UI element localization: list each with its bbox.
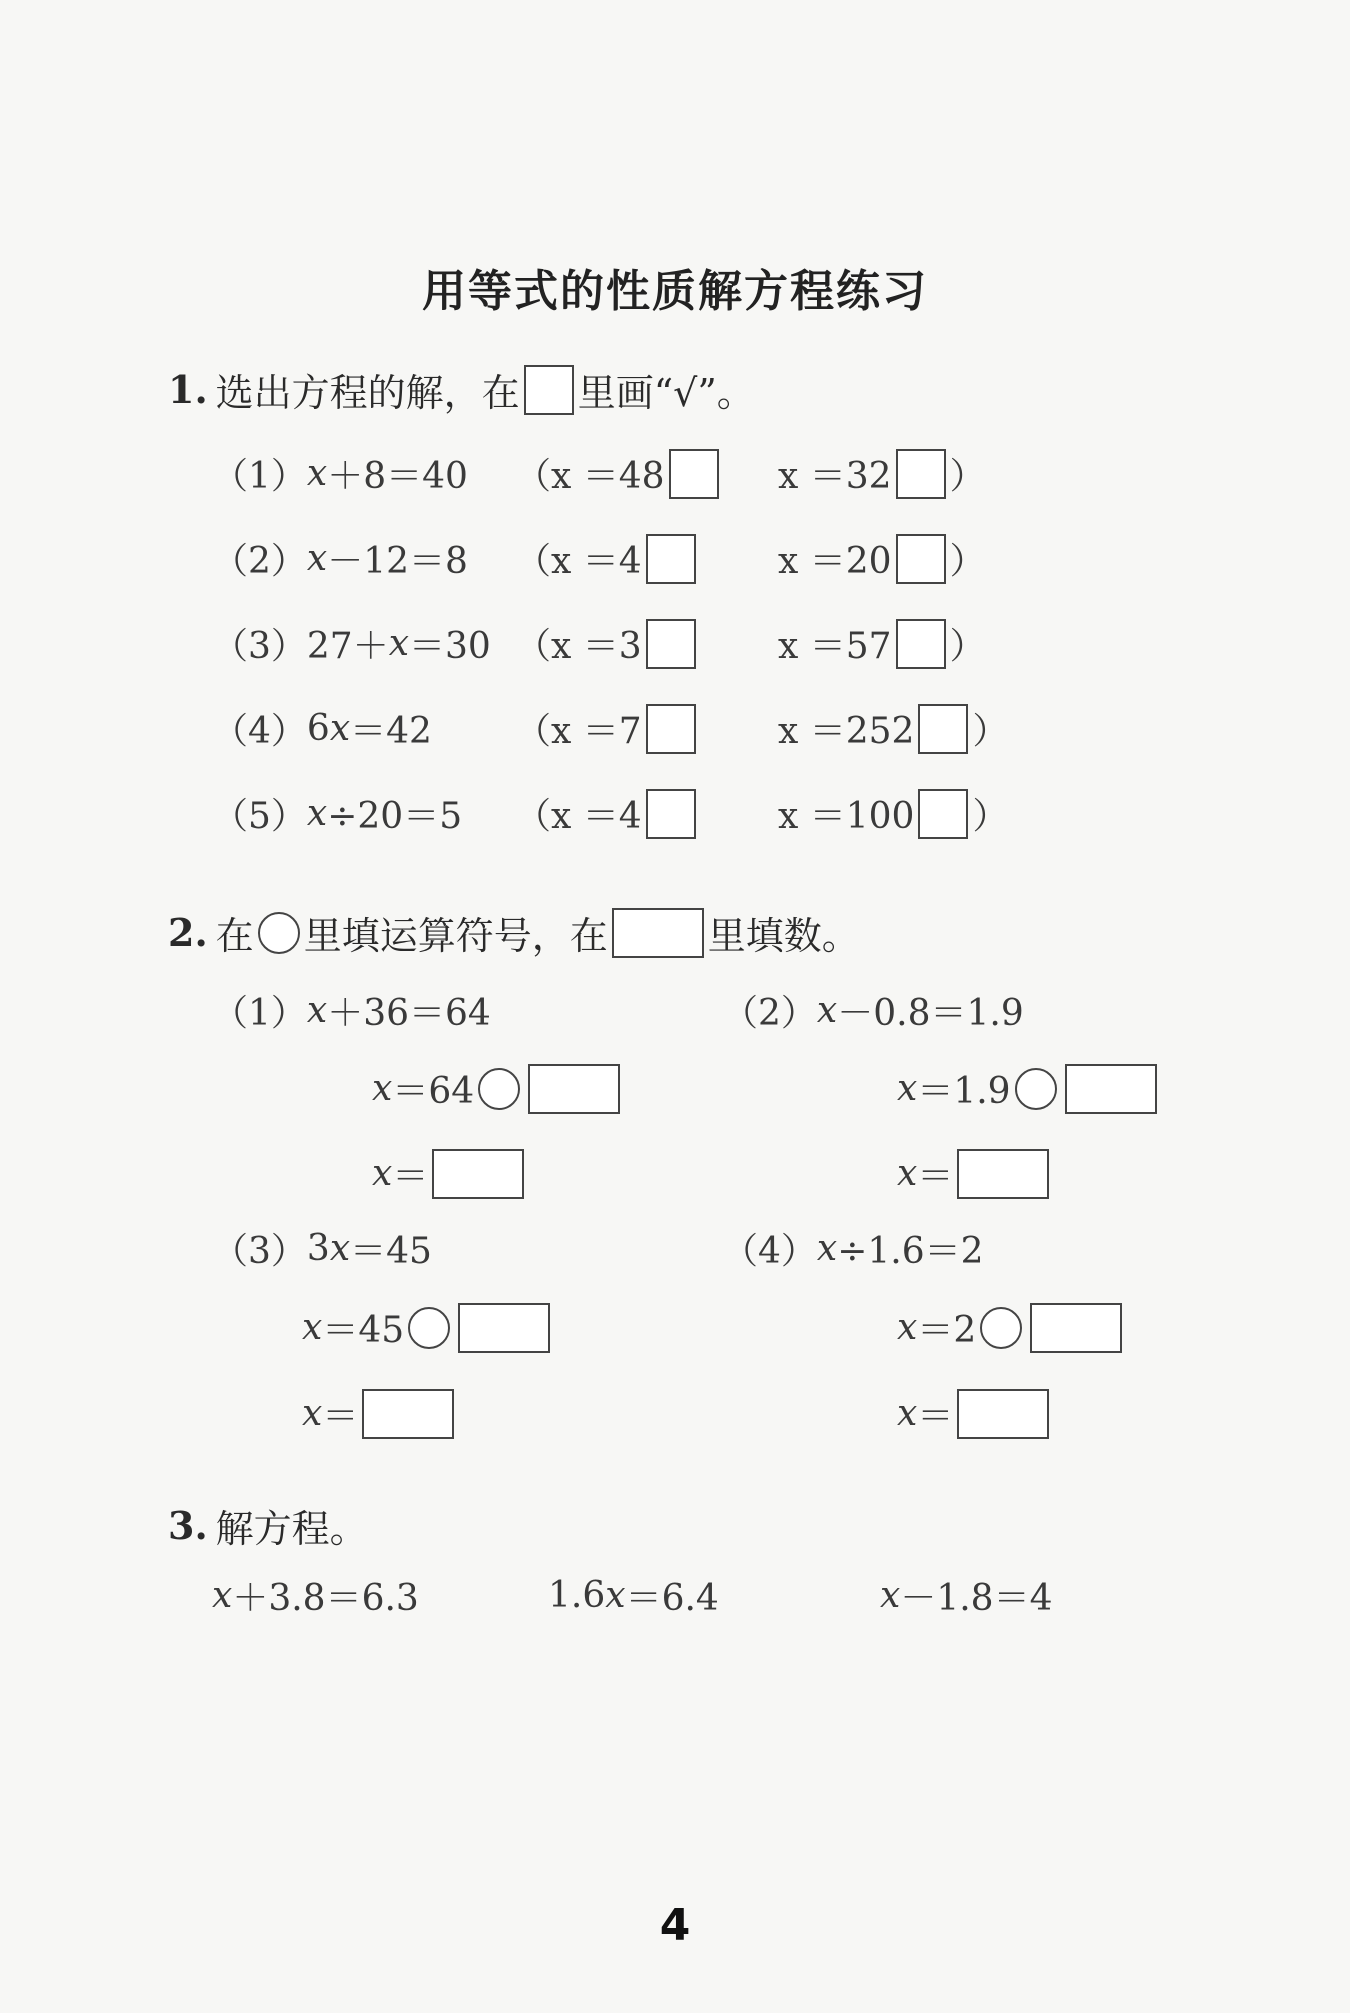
q2-item-3-step2: x ＝ [302, 1388, 458, 1439]
q1-instruction-b: 里画“√”。 [577, 371, 755, 415]
number-box[interactable] [458, 1303, 550, 1353]
check-box[interactable] [918, 704, 968, 754]
q2-item-3-step1: x ＝45 [302, 1302, 554, 1353]
check-box[interactable] [896, 534, 946, 584]
q1-header [168, 362, 755, 417]
operator-circle[interactable] [980, 1307, 1022, 1349]
q1-item-3-equation: （3） 27＋ x ＝30 [212, 623, 491, 667]
q1-item-4-choice-b: x ＝252 ） [778, 703, 1008, 754]
q1-item-2-choice-b: x ＝20 ） [778, 533, 986, 584]
check-box[interactable] [646, 789, 696, 839]
operator-circle[interactable] [478, 1068, 520, 1110]
choice-a: x ＝48 [551, 456, 665, 497]
q1-item-2-equation: （2） x －12＝8 [212, 538, 468, 582]
operator-circle[interactable] [1015, 1068, 1057, 1110]
check-box[interactable] [646, 619, 696, 669]
operator-circle[interactable] [408, 1307, 450, 1349]
page-title: 用等式的性质解方程练习 [422, 266, 928, 317]
q1-item-4-choices: （ x ＝7 [515, 703, 700, 754]
operator-circle-sample [258, 912, 300, 954]
q1-number: 1. [168, 367, 208, 412]
q2-item-1-step2: x ＝ [372, 1148, 528, 1199]
choice-b: x ＝100 [778, 796, 915, 837]
q3-equation-2: 1.6 x ＝6.4 [548, 1575, 719, 1619]
choice-b: x ＝57 [778, 626, 892, 667]
answer-box-sample [524, 365, 574, 415]
check-box[interactable] [646, 704, 696, 754]
choice-b: x ＝20 [778, 541, 892, 582]
q2-item-1-equation: （1） x ＋36＝64 [212, 990, 491, 1034]
q2-number: 2. [168, 910, 208, 955]
choice-b: x ＝32 [778, 456, 892, 497]
choice-a: x ＝3 [551, 626, 642, 667]
answer-box-sample [612, 908, 704, 958]
q2-item-1-step1: x ＝64 [372, 1063, 624, 1114]
check-box[interactable] [896, 449, 946, 499]
choice-a: x ＝4 [551, 796, 642, 837]
number-box[interactable] [432, 1149, 524, 1199]
q1-item-5-choice-b: x ＝100 ） [778, 788, 1008, 839]
choice-a: x ＝7 [551, 711, 642, 752]
q2-item-3-equation: （3） 3 x ＝45 [212, 1228, 432, 1272]
number-box[interactable] [1065, 1064, 1157, 1114]
number-box[interactable] [957, 1149, 1049, 1199]
number-box[interactable] [1030, 1303, 1122, 1353]
q2-item-2-step2: x ＝ [897, 1148, 1053, 1199]
q1-item-3-choices: （ x ＝3 [515, 618, 700, 669]
q3-equation-3: x －1.8＝4 [880, 1575, 1053, 1619]
q3-header: 3. 解方程。 [168, 1503, 368, 1551]
q2-header: 2. 在 里填运算符号，在 里填数。 [168, 905, 860, 960]
q1-item-1-choices: （ x ＝48 [515, 448, 723, 499]
q3-equation-1: x ＋3.8＝6.3 [212, 1575, 419, 1619]
q1-instruction-a: 选出方程的解，在 [215, 371, 520, 415]
q2-item-4-step2: x ＝ [897, 1388, 1053, 1439]
q2-item-2-equation: （2） x －0.8＝1.9 [722, 990, 1024, 1034]
q2-item-2-step1: x ＝1.9 [897, 1063, 1161, 1114]
q1-item-5-equation: （5） x ÷20＝5 [212, 793, 463, 837]
number-box[interactable] [957, 1389, 1049, 1439]
q1-item-5-choices: （ x ＝4 [515, 788, 700, 839]
q1-item-1-choice-b: x ＝32 ） [778, 448, 986, 499]
q3-number: 3. [168, 1503, 208, 1548]
q1-item-4-equation: （4） 6 x ＝42 [212, 708, 432, 752]
check-box[interactable] [646, 534, 696, 584]
number-box[interactable] [362, 1389, 454, 1439]
check-box[interactable] [669, 449, 719, 499]
q1-item-3-choice-b: x ＝57 ） [778, 618, 986, 669]
q1-item-1-equation: （1） x ＋8＝40 [212, 453, 468, 497]
choice-a: x ＝4 [551, 541, 642, 582]
q2-item-4-step1: x ＝2 [897, 1302, 1126, 1353]
check-box[interactable] [918, 789, 968, 839]
choice-b: x ＝252 [778, 711, 915, 752]
q2-item-4-equation: （4） x ÷1.6＝2 [722, 1228, 984, 1272]
number-box[interactable] [528, 1064, 620, 1114]
q1-item-2-choices: （ x ＝4 [515, 533, 700, 584]
check-box[interactable] [896, 619, 946, 669]
page-number: 4 [659, 1900, 691, 1951]
